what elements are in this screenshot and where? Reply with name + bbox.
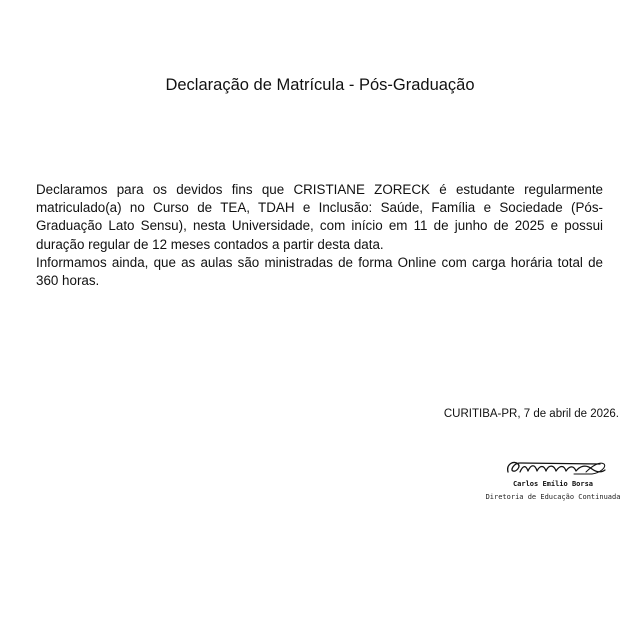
document-body: [36, 181, 603, 290]
information-paragraph: Informamos ainda, que as aulas são ministradas de forma Online com carga horária total de 360 horas.: [36, 254, 603, 289]
place-date: CURITIBA-PR, 7 de abril de 2026.: [443, 408, 619, 420]
signer-name: Carlos Emílio Borsa: [512, 480, 594, 488]
handwritten-signature: [504, 452, 608, 480]
signer-role: Diretoria de Educação Continuada: [485, 493, 621, 501]
signature-block: [478, 452, 628, 512]
declaration-paragraph: Declaramos para os devidos fins que CRISTIANE ZORECK é estudante regularmente matriculado(a) no Curso de TEA, TDAH e Inclusão: Saúde, Família e Sociedade (Pós-Graduação Lato Sensu), nesta Universidade, com início em 11 de junho de 2025 e possui duração regular de 12 meses contados a partir desta data.: [36, 182, 603, 252]
document-title: Declaração de Matrícula - Pós-Graduação: [165, 76, 475, 94]
